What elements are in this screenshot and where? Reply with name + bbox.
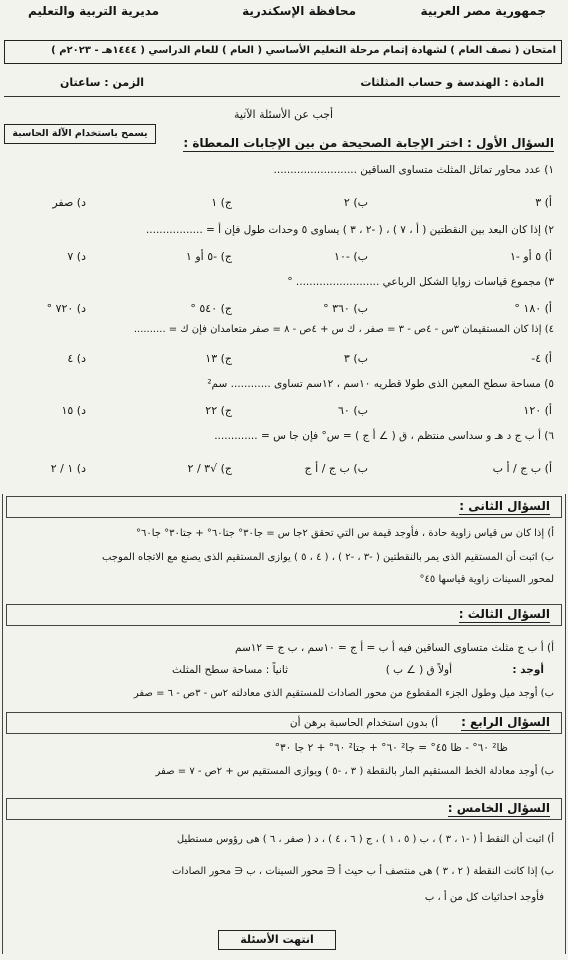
q1-item-3: ٣) مجموع قياسات زوايا الشكل الرباعي ......................... ° [287,276,554,288]
exam-title: امتحان ( نصف العام ) لشهادة إتمام مرحلة التعليم الأساسي ( العام ) للعام الدراسي ( ١٤٤٤هـ - ٢٠٢٣م ) [51,45,556,56]
q3-find-part2: ثانياً : مساحة سطح المثلث [172,664,288,676]
q5-part-a: أ) اثبت أن النقط أ ( -١ ، ٣ ) ، ب ( ٥ ، ١ ) ، ج ( ٦ ، ٤ ) ، د ( صفر ، ٦ ) هى رؤوس مستطيل [176,834,554,845]
q1-4-opt-b: ب) ٣ [343,352,368,365]
q4-part-b: ب) أوجد معادلة الخط المستقيم المار بالنقطة ( ٣ ، -٥ ) ويوازى المستقيم س + ٢ص - ٧ = صفر [155,766,554,777]
q2-part-b-line1: ب) اثبت أن المستقيم الذى يمر بالنقطتين ( -٣ ، -٢ ) ، ( ٤ ، ٥ ) يوازى المستقيم الذى يصنع مع الاتجاه الموجب [101,552,554,563]
q1-3-opt-b: ب) ٣٦٠ ° [323,302,368,315]
q4-title: السؤال الرابع : [461,715,550,729]
q2-title: السؤال الثانى : [459,499,550,513]
q1-3-opt-a: أ) ١٨٠ ° [514,302,552,315]
q1-2-opt-b: ب) -١٠ [334,250,368,263]
q1-4-opt-c: ج) ١٣ [205,352,232,365]
q1-6-opt-d: د) ١ / ٢ [50,462,86,475]
q1-2-opt-d: د) ٧ [67,250,86,263]
q1-6-opt-a: أ) ب ج / أ ب [492,462,552,475]
q1-item-2: ٢) إذا كان البعد بين النقطتين ( أ ، ٧ ) ، ( -٢ ، ٣ ) يساوى ٥ وحدات طول فإن أ = ................. [145,224,554,236]
header-divider [4,96,560,97]
q2-part-a: أ) إذا كان س قياس زاوية حادة ، فأوجد قيمة س التي تحقق ٢جا س = جا٣٠° جتا٦٠° + جتا٣٠° جا٦٠° [135,528,554,539]
q4-part-a-intro: أ) بدون استخدام الحاسبة برهن أن [289,717,438,729]
q1-item-1: ١) عدد محاور تماثل المثلث متساوى الساقين ......................... [273,164,554,176]
instruction: أجب عن الأسئلة الآتية [234,108,334,121]
q1-6-opt-c: ج) √٣ / ٢ [187,462,232,475]
q1-1-opt-a: أ) ٣ [535,196,552,209]
q1-5-opt-d: د) ١٥ [61,404,86,417]
q3-part-b: ب) أوجد ميل وطول الجزء المقطوع من محور الصادات للمستقيم الذى معادلته ٢س - ٣ص - ٦ = صفر [133,688,554,699]
q4-identity: ظا² ٦٠° - ظا ٤٥° = جا² ٦٠° + جتا² ٦٠° + ٢ جا ٣٠° [274,742,508,754]
q5-part-b-line1: ب) إذا كانت النقطة ( ٢ ، ٣ ) هى منتصف أ ب حيث أ ∈ محور السينات ، ب ∈ محور الصادات [171,866,554,877]
q1-4-opt-d: د) ٤ [67,352,86,365]
country-name: جمهورية مصر العربية [420,4,546,18]
time-line: الزمن : ساعتان [60,76,144,89]
q1-6-opt-b: ب) ب ج / أ ج [304,462,368,475]
q1-item-6: ٦) أ ب ج د هـ و سداسى منتظم ، ق ( ∠ أ ج ) = س° فإن جا س = ............. [214,430,554,442]
q1-1-opt-d: د) صفر [52,196,86,209]
calculator-note: يسمح باستخدام الآلة الحاسبة [4,124,156,144]
q5-title: السؤال الخامس : [447,801,550,815]
q1-4-opt-a: أ) ٤- [531,352,552,365]
q3-title: السؤال الثالث : [458,607,550,621]
q2-part-b-line2: لمحور السينات زاوية قياسها ٤٥° [419,574,554,585]
q1-5-opt-c: ج) ٢٢ [205,404,232,417]
q1-item-5: ٥) مساحة سطح المعين الذى طولا قطريه ١٠سم ، ١٢سم تساوى ............ سم² [207,378,554,390]
directorate-name: مديرية التربية والتعليم [28,4,160,18]
q1-1-opt-c: ج) ١ [211,196,232,209]
subject-line: المادة : الهندسة و حساب المثلثات [360,76,544,89]
q1-1-opt-b: ب) ٢ [343,196,368,209]
governorate-name: محافظة الإسكندرية [242,4,356,18]
q1-5-opt-b: ب) ٦٠ [338,404,368,417]
q3-part-a: أ) أ ب ج مثلث متساوى الساقين فيه أ ب = أ ج = ١٠سم ، ب ج = ١٢سم [234,642,554,654]
q3-find-label: أوجد : [512,664,544,676]
q1-5-opt-a: أ) ١٢٠ [523,404,552,417]
q1-2-opt-a: أ) ٥ أو -١ [509,250,552,263]
end-of-questions: انتهت الأسئلة [218,930,336,950]
q1-title: السؤال الأول : اختر الإجابة الصحيحة من بين الإجابات المعطاة : [183,136,554,150]
q1-3-opt-d: د) ٧٢٠ ° [46,302,86,315]
q1-3-opt-c: ج) ٥٤٠ ° [190,302,232,315]
q3-find-part1: أولاً ق ( ∠ ب ) [385,664,452,676]
q1-2-opt-c: ج) -٥ أو ١ [185,250,232,263]
q5-part-b-line2: فأوجد احداثيات كل من أ ، ب [424,892,544,903]
q1-item-4: ٤) إذا كان المستقيمان ٣س - ٤ص - ٣ = صفر ، ك س + ٤ص - ٨ = صفر متعامدان فإن ك = .......... [133,324,554,335]
